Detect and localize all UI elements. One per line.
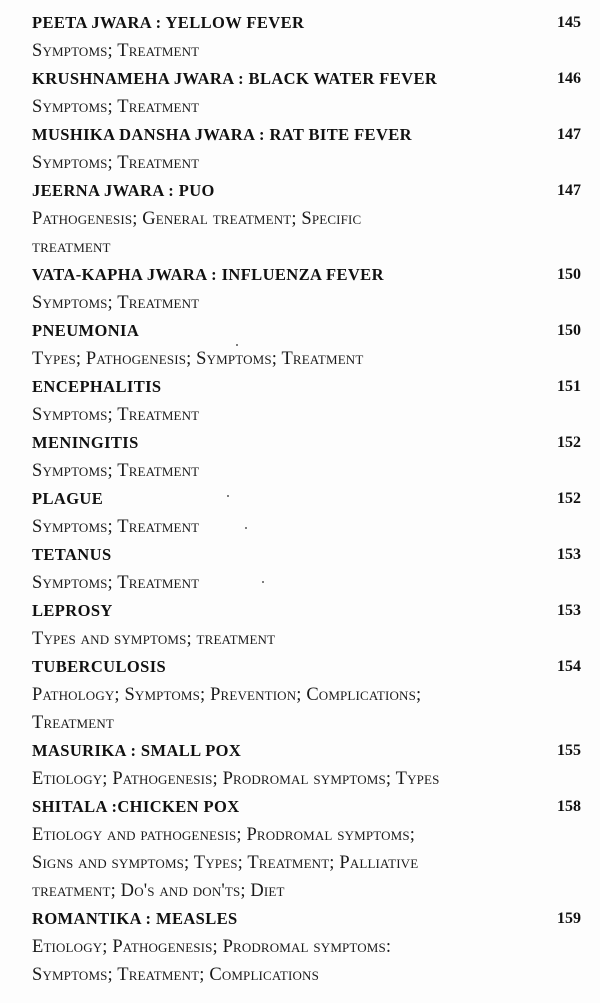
entry-page-number: 159 (557, 910, 581, 927)
subtopic-line: Symptoms; Treatment (32, 41, 200, 61)
toc-entry (32, 793, 584, 905)
entry-subtopics (32, 205, 584, 261)
toc-entry (32, 485, 584, 541)
subtopic-line: Types and symptoms; treatment (32, 629, 276, 649)
entry-heading-row (32, 65, 584, 93)
subtopic-line: treatment (32, 237, 111, 257)
toc-entry (32, 317, 584, 373)
subtopic-line: treatment; Do's and don'ts; Diet (32, 881, 285, 901)
table-of-contents (32, 9, 584, 989)
scan-speck (262, 581, 264, 583)
subtopic-line: Symptoms; Treatment (32, 153, 200, 173)
entry-page-number: 147 (557, 182, 581, 199)
entry-heading-row (32, 9, 584, 37)
scan-speck (236, 344, 238, 346)
entry-subtopics (32, 457, 584, 485)
subtopic-line: Symptoms; Treatment (32, 293, 200, 313)
toc-entry (32, 737, 584, 793)
entry-page-number: 152 (557, 490, 581, 507)
entry-page-number: 158 (557, 798, 581, 815)
entry-page-number: 151 (557, 378, 581, 395)
entry-heading-row (32, 793, 584, 821)
subtopic-line: Etiology; Pathogenesis; Prodromal symptoms; Types (32, 769, 440, 789)
entry-heading-row (32, 121, 584, 149)
entry-page-number: 147 (557, 126, 581, 143)
toc-entry (32, 905, 584, 989)
entry-title: TUBERCULOSIS (32, 657, 167, 676)
toc-entry (32, 65, 584, 121)
entry-title: KRUSHNAMEHA JWARA : BLACK WATER FEVER (32, 69, 438, 88)
entry-subtopics (32, 289, 584, 317)
entry-page-number: 155 (557, 742, 581, 759)
entry-page-number: 153 (557, 602, 581, 619)
entry-subtopics (32, 569, 584, 597)
scan-speck (227, 495, 229, 497)
entry-page-number: 146 (557, 70, 581, 87)
subtopic-line: Etiology and pathogenesis; Prodromal symptoms; (32, 825, 416, 845)
entry-page-number: 150 (557, 266, 581, 283)
entry-title: PNEUMONIA (32, 321, 140, 340)
subtopic-line: Symptoms; Treatment (32, 405, 200, 425)
subtopic-line: Pathology; Symptoms; Prevention; Complications; (32, 685, 422, 705)
toc-entry (32, 9, 584, 65)
entry-subtopics (32, 345, 584, 373)
toc-entry (32, 653, 584, 737)
entry-page-number: 150 (557, 322, 581, 339)
entry-heading-row (32, 597, 584, 625)
subtopic-line: Treatment (32, 713, 114, 733)
toc-entry (32, 121, 584, 177)
entry-page-number: 153 (557, 546, 581, 563)
subtopic-line: Types; Pathogenesis; Symptoms; Treatment (32, 349, 364, 369)
entry-page-number: 152 (557, 434, 581, 451)
entry-heading-row (32, 177, 584, 205)
entry-title: PEETA JWARA : YELLOW FEVER (32, 13, 305, 32)
subtopic-line: Signs and symptoms; Types; Treatment; Palliative (32, 853, 419, 873)
entry-title: SHITALA :CHICKEN POX (32, 797, 240, 816)
entry-heading-row (32, 541, 584, 569)
entry-page-number: 145 (557, 14, 581, 31)
entry-heading-row (32, 737, 584, 765)
entry-subtopics (32, 149, 584, 177)
subtopic-line: Pathogenesis; General treatment; Specific (32, 209, 362, 229)
entry-heading-row (32, 905, 584, 933)
toc-entry (32, 541, 584, 597)
entry-subtopics (32, 933, 584, 989)
subtopic-line: Etiology; Pathogenesis; Prodromal symptoms: (32, 937, 392, 957)
subtopic-line: Symptoms; Treatment (32, 573, 200, 593)
entry-title: ROMANTIKA : MEASLES (32, 909, 238, 928)
entry-subtopics (32, 625, 584, 653)
entry-title: LEPROSY (32, 601, 113, 620)
entry-title: PLAGUE (32, 489, 104, 508)
entry-page-number: 154 (557, 658, 581, 675)
entry-subtopics (32, 821, 584, 905)
entry-title: MENINGITIS (32, 433, 139, 452)
entry-subtopics (32, 93, 584, 121)
entry-subtopics (32, 401, 584, 429)
entry-subtopics (32, 513, 584, 541)
toc-entry (32, 261, 584, 317)
entry-heading-row (32, 373, 584, 401)
entry-heading-row (32, 429, 584, 457)
subtopic-line: Symptoms; Treatment (32, 461, 200, 481)
entry-heading-row (32, 653, 584, 681)
toc-entry (32, 429, 584, 485)
entry-title: JEERNA JWARA : PUO (32, 181, 215, 200)
entry-title: TETANUS (32, 545, 112, 564)
entry-heading-row (32, 485, 584, 513)
subtopic-line: Symptoms; Treatment; Complications (32, 965, 319, 985)
subtopic-line: Symptoms; Treatment (32, 97, 200, 117)
entry-heading-row (32, 317, 584, 345)
entry-heading-row (32, 261, 584, 289)
toc-entry (32, 597, 584, 653)
entry-subtopics (32, 681, 584, 737)
entry-title: VATA-KAPHA JWARA : INFLUENZA FEVER (32, 265, 384, 284)
subtopic-line: Symptoms; Treatment (32, 517, 200, 537)
toc-entry (32, 177, 584, 261)
entry-title: MUSHIKA DANSHA JWARA : RAT BITE FEVER (32, 125, 412, 144)
entry-subtopics (32, 765, 584, 793)
toc-entry (32, 373, 584, 429)
scan-speck (245, 527, 247, 529)
entry-subtopics (32, 37, 584, 65)
entry-title: MASURIKA : SMALL POX (32, 741, 242, 760)
entry-title: ENCEPHALITIS (32, 377, 162, 396)
